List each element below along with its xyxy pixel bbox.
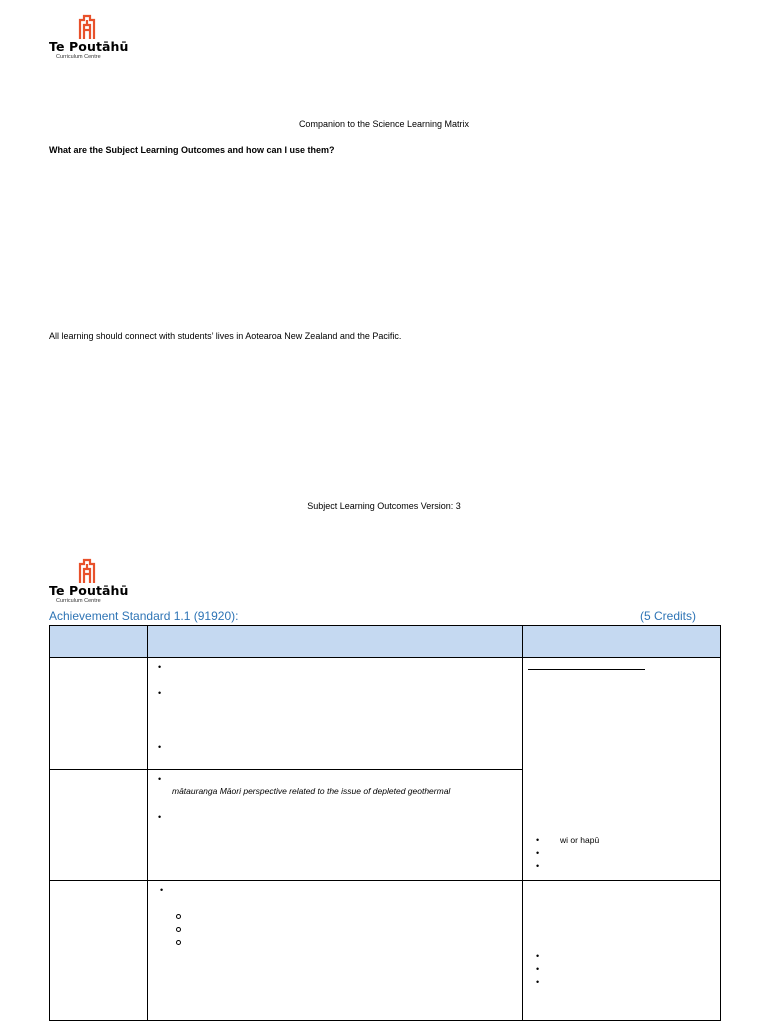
version-line: Subject Learning Outcomes Version: 3 [307, 501, 461, 511]
learning-matrix-table [49, 625, 721, 1021]
table-header-row [50, 626, 721, 658]
logo-mark-icon [78, 14, 96, 40]
list-item-text: mātauranga Māori perspective related to the issue of depleted geothermal [172, 786, 451, 796]
bullet-icon: • [158, 688, 162, 698]
te-poutahu-logo [49, 14, 139, 60]
bullet-icon: • [158, 662, 162, 672]
bullet-icon: • [536, 964, 540, 974]
credits-label: (5 Credits) [640, 609, 697, 623]
connection-statement: All learning should connect with students’ lives in Aotearoa New Zealand and the Pacific. [49, 331, 402, 341]
sub-bullet-icon [176, 940, 181, 945]
document-title: Companion to the Science Learning Matrix [298, 119, 470, 129]
bullet-icon: • [536, 835, 540, 845]
bullet-icon: • [536, 861, 540, 871]
header-cell [50, 626, 148, 658]
table-cell [148, 881, 523, 1021]
table-cell [50, 881, 148, 1021]
bullet-icon: • [536, 977, 540, 987]
logo-mark-icon [78, 558, 96, 584]
table-cell [523, 881, 721, 1021]
header-cell [523, 626, 721, 658]
logo-name: Te Poutāhū [49, 39, 129, 54]
te-poutahu-logo-2 [49, 558, 139, 604]
table-cell [50, 658, 148, 770]
bullet-icon: • [158, 812, 162, 822]
bullet-icon: • [158, 742, 162, 752]
table-cell-merged [523, 658, 721, 881]
underline-rule [528, 669, 645, 670]
list-item-text: wi or hapū [560, 835, 600, 845]
achievement-standard-title: Achievement Standard 1.1 (91920): [49, 609, 239, 623]
bullet-icon: • [536, 951, 540, 961]
bullet-icon: • [158, 774, 162, 784]
logo-subtitle: Curriculum Centre [56, 54, 101, 60]
section-question: What are the Subject Learning Outcomes and how can I use them? [49, 145, 335, 155]
table-cell [148, 658, 523, 770]
table-cell [148, 770, 523, 881]
table-cell [50, 770, 148, 881]
header-cell [148, 626, 523, 658]
table-row [50, 658, 721, 770]
logo-name: Te Poutāhū [49, 583, 129, 598]
table-row [50, 881, 721, 1021]
bullet-icon: • [160, 885, 164, 895]
sub-bullet-icon [176, 914, 181, 919]
bullet-icon: • [536, 848, 540, 858]
sub-bullet-icon [176, 927, 181, 932]
logo-subtitle: Curriculum Centre [56, 598, 101, 604]
